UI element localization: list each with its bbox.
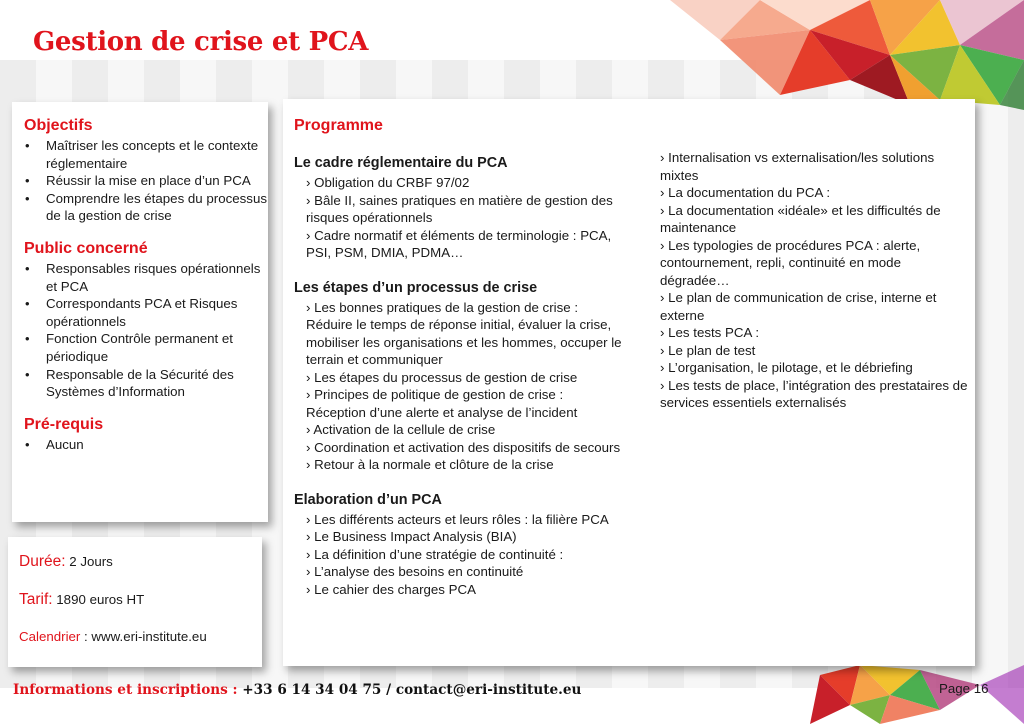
duree-label: Durée: xyxy=(19,553,66,570)
programme-line: › Activation de la cellule de crise xyxy=(306,422,496,437)
programme-line: › Obligation du CRBF 97/02 xyxy=(306,175,470,190)
programme-line: › Le plan de communication de crise, interne et externe xyxy=(660,290,937,323)
programme-line: › Retour à la normale et clôture de la crise xyxy=(306,457,554,472)
list-item: • Correspondants PCA et Risques opérationnels xyxy=(24,295,268,330)
footer-info-label: Informations et inscriptions : xyxy=(13,682,238,698)
list-item: • Responsables risques opérationnels et PCA xyxy=(24,260,268,295)
objectifs-heading: Objectifs xyxy=(24,117,93,134)
programme-line: › Internalisation vs externalisation/les solutions mixtes xyxy=(660,150,935,183)
tarif-line xyxy=(19,591,262,609)
public-section xyxy=(24,239,268,401)
list-item: • Responsable de la Sécurité des Systèmes d’Information xyxy=(24,366,268,401)
programme-heading: Programme xyxy=(294,117,383,134)
programme-line: › La définition d’une stratégie de continuité : xyxy=(306,546,564,562)
list-item: • Comprendre les étapes du processus de la gestion de crise xyxy=(24,190,268,225)
programme-column-1 xyxy=(294,117,624,616)
objectifs-section xyxy=(24,116,268,225)
objectifs-list xyxy=(24,137,268,225)
prerequis-heading: Pré-requis xyxy=(24,415,104,433)
prerequis-section xyxy=(24,415,268,454)
calendrier-value: : www.eri-institute.eu xyxy=(80,629,207,644)
programme-line: › L’analyse des besoins en continuité xyxy=(306,564,524,579)
duree-line xyxy=(19,553,262,571)
programme-line: › Les tests PCA : xyxy=(660,325,760,340)
programme-group xyxy=(294,280,624,474)
programme-line: › Le Business Impact Analysis (BIA) xyxy=(306,529,517,544)
footer-contact xyxy=(13,682,581,698)
programme-line: › Les différents acteurs et leurs rôles : la filière PCA xyxy=(306,511,609,527)
duree-value: 2 Jours xyxy=(65,554,113,569)
public-heading: Public concerné xyxy=(24,239,148,257)
list-item: • Aucun xyxy=(24,436,268,454)
list-item: • Maîtriser les concepts et le contexte réglementaire xyxy=(24,137,268,172)
page-title: Gestion de crise et PCA xyxy=(33,27,369,57)
list-item: • Réussir la mise en place d’un PCA xyxy=(24,172,268,190)
group-title: Le cadre réglementaire du PCA xyxy=(294,155,508,171)
programme-line: › La documentation «idéale» et les difficultés de maintenance xyxy=(660,202,941,235)
tarif-value: 1890 euros HT xyxy=(52,592,145,607)
programme-line: › L’organisation, le pilotage, et le débriefing xyxy=(660,360,913,375)
objectives-card xyxy=(12,102,268,522)
programme-group xyxy=(294,155,624,262)
footer-info-value: +33 6 14 34 04 75 / contact@eri-institute.eu xyxy=(237,682,582,698)
programme-column-2 xyxy=(660,149,968,412)
page-number: Page 16 xyxy=(939,681,989,696)
group-title: Elaboration d’un PCA xyxy=(294,491,442,508)
programme-card xyxy=(283,99,975,666)
programme-line: › Cadre normatif et éléments de terminologie : PCA, PSI, PSM, DMIA, PDMA… xyxy=(306,227,612,260)
programme-line: › Bâle II, saines pratiques en matière de gestion des risques opérationnels xyxy=(306,192,613,225)
group-title: Les étapes d’un processus de crise xyxy=(294,279,538,296)
programme-line: › Les bonnes pratiques de la gestion de crise : Réduire le temps de réponse initial, évaluer la crise, mobiliser les organisations et les hommes, occuper le terrain et communiquer xyxy=(306,299,622,367)
calendrier-label: Calendrier xyxy=(19,629,81,644)
programme-line: › Les étapes du processus de gestion de crise xyxy=(306,369,578,385)
public-list xyxy=(24,260,268,401)
programme-line: › La documentation du PCA : xyxy=(660,185,831,200)
programme-line: › Principes de politique de gestion de crise : Réception d’une alerte et analyse de l’incident xyxy=(306,387,578,420)
decorative-polygons-top xyxy=(610,0,1024,110)
programme-line: › Le cahier des charges PCA xyxy=(306,581,476,597)
programme-line: › Coordination et activation des dispositifs de secours xyxy=(306,439,621,455)
list-item: • Fonction Contrôle permanent et périodique xyxy=(24,330,268,365)
programme-line: › Les typologies de procédures PCA : alerte, contournement, repli, continuité en mode dégradée… xyxy=(660,237,921,288)
programme-group xyxy=(294,492,624,599)
programme-line: › Le plan de test xyxy=(660,342,756,358)
info-card xyxy=(8,537,262,667)
programme-line: › Les tests de place, l’intégration des prestataires de services essentiels externalisés xyxy=(660,377,968,410)
calendrier-line xyxy=(19,629,262,644)
tarif-label: Tarif: xyxy=(19,591,53,608)
prerequis-list xyxy=(24,436,268,454)
